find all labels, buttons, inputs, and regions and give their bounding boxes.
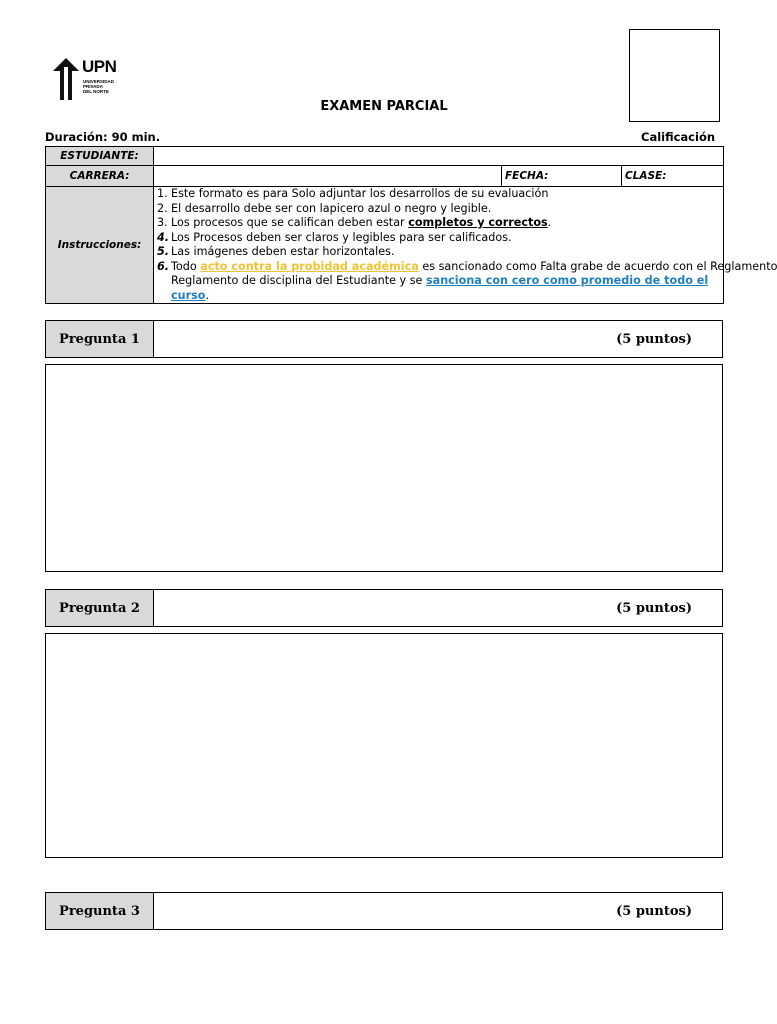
instruction-4: 4. Los Procesos deben ser claros y legibles para ser calificados. — [157, 230, 512, 244]
logo-subtitle: UNIVERSIDAD PRIVADA DEL NORTE — [83, 79, 115, 94]
question-3-points: (5 puntos) — [616, 903, 692, 919]
instructions-label: Instrucciones: — [46, 187, 154, 304]
student-label: ESTUDIANTE: — [46, 147, 154, 166]
question-2-answer-box[interactable] — [45, 633, 723, 858]
student-field[interactable] — [154, 147, 724, 166]
question-1-label: Pregunta 1 — [46, 321, 154, 357]
class-field[interactable] — [622, 166, 724, 187]
logo-text: UPN — [82, 57, 117, 76]
date-field[interactable] — [502, 166, 622, 187]
question-1-answer-box[interactable] — [45, 364, 723, 572]
instruction-6-cont2: curso. — [171, 288, 210, 302]
instructions-list — [154, 187, 777, 304]
upn-arrow-icon — [52, 58, 80, 102]
duration-text: Duración: 90 min. — [45, 130, 161, 144]
question-2-header — [45, 589, 723, 627]
page-title: EXAMEN PARCIAL — [320, 99, 448, 114]
instruction-6: 6. Todo acto contra la probidad académica es sancionado como Falta grabe de acuerdo con el Reglamento — [157, 259, 777, 273]
instruction-1: 1. Este formato es para Solo adjuntar los desarrollos de su evaluación — [157, 187, 549, 200]
question-1-header — [45, 320, 723, 358]
grade-label: Calificación — [641, 130, 716, 144]
instruction-6-cont: Reglamento de disciplina del Estudiante y se sanciona con cero como promedio de todo el — [171, 274, 709, 287]
upn-logo — [52, 58, 116, 102]
question-2-points: (5 puntos) — [616, 600, 692, 616]
question-2-label: Pregunta 2 — [46, 590, 154, 626]
question-3-header — [45, 892, 723, 930]
career-field[interactable] — [154, 166, 502, 187]
student-info-table — [45, 146, 777, 304]
instruction-5: 5. Las imágenes deben estar horizontales. — [157, 245, 395, 258]
instruction-3: 3. Los procesos que se califican deben estar completos y correctos. — [157, 216, 552, 229]
instruction-2: 2. El desarrollo debe ser con lapicero azul o negro y legible. — [157, 201, 492, 215]
question-3-label: Pregunta 3 — [46, 893, 154, 929]
career-label: CARRERA: — [46, 166, 154, 187]
date-label: FECHA: — [505, 170, 549, 182]
class-label: CLASE: — [625, 170, 667, 182]
question-1-points: (5 puntos) — [616, 331, 692, 347]
